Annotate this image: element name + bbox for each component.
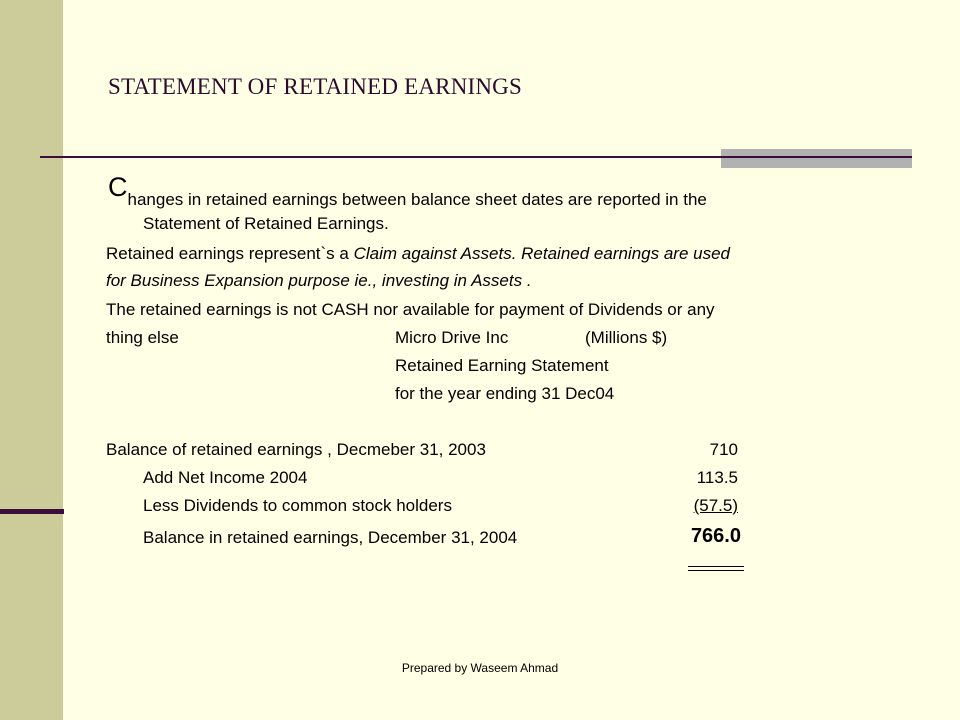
claim-line-1-plain: Retained earnings represent`s a [106, 244, 354, 263]
row-value-dividends: (57.5) [693, 496, 738, 515]
left-bar-accent [0, 509, 64, 514]
row-value-net-income: 113.5 [696, 468, 738, 487]
units-label: (Millions $) [585, 328, 668, 347]
slide-title: STATEMENT OF RETAINED EARNINGS [108, 74, 522, 99]
row-label-opening-balance: Balance of retained earnings , Decmeber 31, 2003 [106, 440, 486, 459]
title-rule-accent-line [721, 156, 912, 158]
cash-note-line-2: thing else [106, 328, 179, 347]
claim-line-2: for Business Expansion purpose ie., investing in Assets . [106, 271, 532, 290]
intro-line-2: Statement of Retained Earnings. [143, 214, 389, 233]
claim-line-1-italic: Claim against Assets. Retained earnings are used [353, 244, 731, 263]
total-double-underline-bottom [688, 570, 744, 571]
intro-line-1 [108, 172, 707, 209]
intro-initial-letter: C [108, 172, 128, 202]
title-rule-accent [721, 149, 912, 168]
intro-line-1-text: hanges in retained earnings between balance sheet dates are reported in the [127, 190, 707, 209]
claim-line-1 [106, 244, 730, 264]
statement-period: for the year ending 31 Dec04 [395, 384, 615, 403]
row-value-closing-balance: 766.0 [690, 525, 741, 547]
row-label-net-income: Add Net Income 2004 [143, 468, 308, 487]
row-value-opening-balance: 710 [709, 440, 738, 459]
total-double-underline-top [688, 566, 744, 567]
cash-note-line-1: The retained earnings is not CASH nor available for payment of Dividends or any [106, 300, 715, 319]
footer-credit: Prepared by Waseem Ahmad [401, 661, 559, 675]
statement-name: Retained Earning Statement [395, 356, 609, 375]
company-name: Micro Drive Inc [395, 328, 509, 347]
row-label-closing-balance: Balance in retained earnings, December 31, 2004 [143, 528, 518, 547]
left-sidebar-bar [0, 0, 63, 720]
row-label-dividends: Less Dividends to common stock holders [143, 496, 452, 515]
